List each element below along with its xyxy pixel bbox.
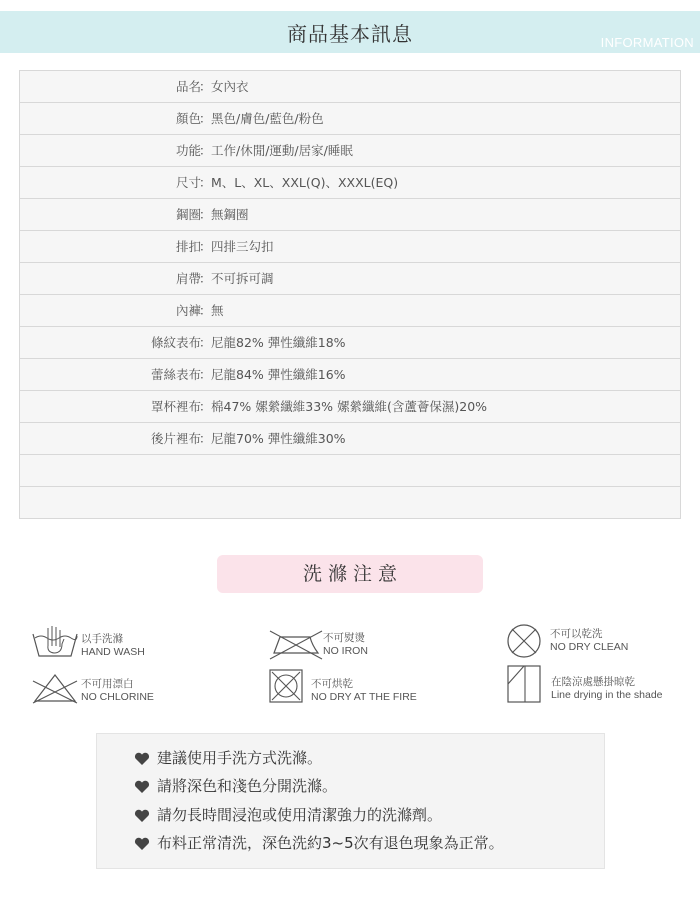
tip-text: 請將深色和淺色分開洗滌。 <box>157 777 338 795</box>
info-row <box>20 423 680 455</box>
info-separator: ： <box>199 399 212 414</box>
section-title-info: 商品基本訊息 <box>287 22 413 46</box>
info-key: 鋼圈 <box>175 207 201 222</box>
info-value: 黑色/膚色/藍色/粉色 <box>211 111 324 126</box>
info-separator: ： <box>199 367 212 382</box>
info-row <box>20 327 680 359</box>
info-row <box>20 359 680 391</box>
tip-item <box>133 832 504 853</box>
care-tips-box <box>96 733 605 869</box>
info-row <box>20 263 680 295</box>
info-value: 無鋼圈 <box>211 207 249 222</box>
info-key: 品名 <box>175 79 201 94</box>
info-key: 後片裡布 <box>150 431 201 446</box>
line-dry-shade-icon <box>506 664 542 704</box>
care-label-zh: 在陰涼處懸掛晾乾 <box>551 676 635 688</box>
info-row-empty <box>20 487 680 519</box>
info-row <box>20 167 680 199</box>
info-key: 內褲 <box>175 303 201 318</box>
care-label-en: NO IRON <box>323 645 368 657</box>
info-key: 尺寸 <box>175 175 201 190</box>
info-separator: ： <box>199 303 212 318</box>
hand-wash-icon <box>31 622 79 662</box>
info-value: 尼龍84% 彈性纖維16% <box>211 367 346 382</box>
info-row <box>20 295 680 327</box>
info-separator: ： <box>199 143 212 158</box>
info-value: 工作/休閒/運動/居家/睡眠 <box>211 143 353 158</box>
care-label-zh: 不可以乾洗 <box>550 628 603 640</box>
info-row <box>20 71 680 103</box>
info-key: 顏色 <box>175 111 201 126</box>
care-symbol-hand-wash <box>31 622 231 662</box>
info-key: 排扣 <box>175 239 201 254</box>
info-value: 女內衣 <box>211 79 249 94</box>
care-label-zh: 不可熨燙 <box>323 632 365 644</box>
care-label-zh: 以手洗滌 <box>81 633 123 645</box>
care-symbol-line-dry-shade <box>506 664 696 704</box>
care-label-en: NO DRY AT THE FIRE <box>311 691 417 703</box>
tip-item <box>133 804 442 825</box>
info-row <box>20 135 680 167</box>
care-symbol-no-chlorine <box>31 671 231 707</box>
tip-item <box>133 747 322 768</box>
info-value: 棉47% 嫘縈纖維33% 嫘縈纖維(含蘆薈保濕)20% <box>211 399 488 414</box>
care-label-en: NO CHLORINE <box>81 691 154 703</box>
care-symbol-no-tumble-dry <box>268 668 468 706</box>
heart-icon <box>133 837 151 851</box>
info-key: 功能 <box>175 143 201 158</box>
info-separator: ： <box>199 271 212 286</box>
no-iron-icon <box>268 627 324 661</box>
info-row <box>20 231 680 263</box>
no-tumble-dry-icon <box>268 668 304 704</box>
tip-text: 建議使用手洗方式洗滌。 <box>157 749 323 767</box>
info-key: 肩帶 <box>175 271 201 286</box>
care-label-zh: 不可烘乾 <box>311 678 353 690</box>
info-value: 尼龍82% 彈性纖維18% <box>211 335 346 350</box>
tip-text: 請勿長時間浸泡或使用清潔強力的洗滌劑。 <box>157 806 443 824</box>
tip-text: 布料正常清洗，深色洗約3~5次有退色現象為正常。 <box>157 834 504 852</box>
care-label-en: Line drying in the shade <box>551 689 663 701</box>
info-row-empty <box>20 455 680 487</box>
care-label-zh: 不可用漂白 <box>81 678 134 690</box>
section-title-care: 洗滌注意 <box>217 555 483 593</box>
info-separator: ： <box>199 79 212 94</box>
info-separator: ： <box>199 431 212 446</box>
info-row <box>20 391 680 423</box>
section-subtitle-info: INFORMATION <box>600 35 694 50</box>
info-value: M、L、XL、XXL(Q)、XXXL(EQ) <box>211 175 399 190</box>
info-value: 無 <box>211 303 224 318</box>
no-dry-clean-icon <box>506 623 542 659</box>
heart-icon <box>133 780 151 794</box>
tip-item <box>133 775 337 796</box>
info-value: 尼龍70% 彈性纖維30% <box>211 431 346 446</box>
no-chlorine-icon <box>31 671 79 705</box>
care-symbol-no-dry-clean <box>506 623 696 659</box>
info-key: 條紋表布 <box>150 335 201 350</box>
heart-icon <box>133 752 151 766</box>
info-value: 不可拆可調 <box>211 271 274 286</box>
info-value: 四排三勾扣 <box>211 239 274 254</box>
info-row <box>20 103 680 135</box>
info-separator: ： <box>199 207 212 222</box>
info-separator: ： <box>199 175 212 190</box>
info-separator: ： <box>199 239 212 254</box>
info-key: 蕾絲表布 <box>150 367 201 382</box>
info-row <box>20 199 680 231</box>
product-info-table <box>19 70 681 519</box>
heart-icon <box>133 809 151 823</box>
info-key: 罩杯裡布 <box>150 399 201 414</box>
care-label-en: NO DRY CLEAN <box>550 641 629 653</box>
care-label-en: HAND WASH <box>81 646 145 658</box>
care-symbol-no-iron <box>268 627 468 661</box>
info-separator: ： <box>199 335 212 350</box>
info-separator: ： <box>199 111 212 126</box>
